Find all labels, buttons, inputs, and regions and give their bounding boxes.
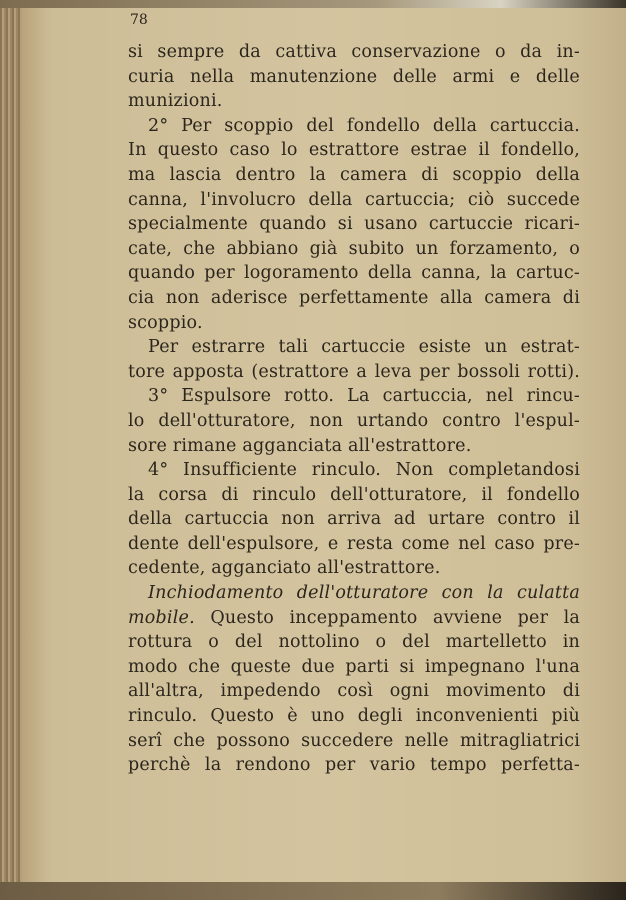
text-line: rinculo. Questo è uno degli inconvenienti più xyxy=(128,706,580,727)
text-line: 2° Per scoppio del fondello della cartuccia. xyxy=(148,115,580,136)
text-line: cia non aderisce perfettamente alla camera di xyxy=(128,287,580,308)
text-line: dente dell'espulsore, e resta come nel caso pre- xyxy=(128,533,580,554)
text-span: Questo inceppamento avviene per la xyxy=(210,607,581,628)
text-line: canna, l'involucro della cartuccia; ciò succede xyxy=(128,189,580,210)
section-heading-end: mobile. xyxy=(128,607,195,628)
text-line: della cartuccia non arriva ad urtare contro il xyxy=(128,509,580,530)
text-line: si sempre da cattiva conservazione o da in- xyxy=(128,42,580,62)
text-line: curia nella manutenzione delle armi e delle xyxy=(128,66,580,87)
text-line: munizioni. xyxy=(128,91,223,112)
text-line: 4° Insufficiente rinculo. Non completandosi xyxy=(148,460,580,481)
text-line: la corsa di rinculo dell'otturatore, il fondello xyxy=(128,484,580,505)
text-line: 3° Espulsore rotto. La cartuccia, nel rincu- xyxy=(148,386,580,407)
text-line: In questo caso lo estrattore estrae il fondello, xyxy=(128,140,580,161)
section-heading-line: Inchiodamento dell'otturatore con la culatta xyxy=(148,583,580,604)
text-line: modo che queste due parti si impegnano l'una xyxy=(128,656,580,677)
text-line: ma lascia dentro la camera di scoppio della xyxy=(128,164,580,185)
text-line: all'altra, impedendo così ogni movimento di xyxy=(128,681,580,702)
text-line: rottura o del nottolino o del martelletto in xyxy=(128,632,580,653)
text-line: sore rimane agganciata all'estrattore. xyxy=(128,435,472,456)
text-line: quando per logoramento della canna, la cartuc- xyxy=(128,263,580,284)
text-line: cate, che abbiano già subito un forzamento, o xyxy=(128,238,580,259)
text-line: Per estrarre tali cartuccie esiste un estrat- xyxy=(148,337,580,358)
text-line: lo dell'otturatore, non urtando contro l'espul- xyxy=(128,410,580,431)
text-line: tore apposta (estrattore a leva per bossoli rotti). xyxy=(128,361,580,382)
bottom-edge xyxy=(0,882,626,900)
page-number: 78 xyxy=(130,12,148,28)
text-line: cedente, agganciato all'estrattore. xyxy=(128,558,441,579)
text-line: specialmente quando si usano cartuccie ricari- xyxy=(128,214,580,235)
text-line: scoppio. xyxy=(128,312,203,333)
text-line xyxy=(128,606,580,631)
page-body xyxy=(128,40,580,778)
top-edge xyxy=(0,0,626,8)
text-line: serî che possono succedere nelle mitragliatrici xyxy=(128,730,580,751)
text-line: perchè la rendono per vario tempo perfetta- xyxy=(128,755,580,776)
